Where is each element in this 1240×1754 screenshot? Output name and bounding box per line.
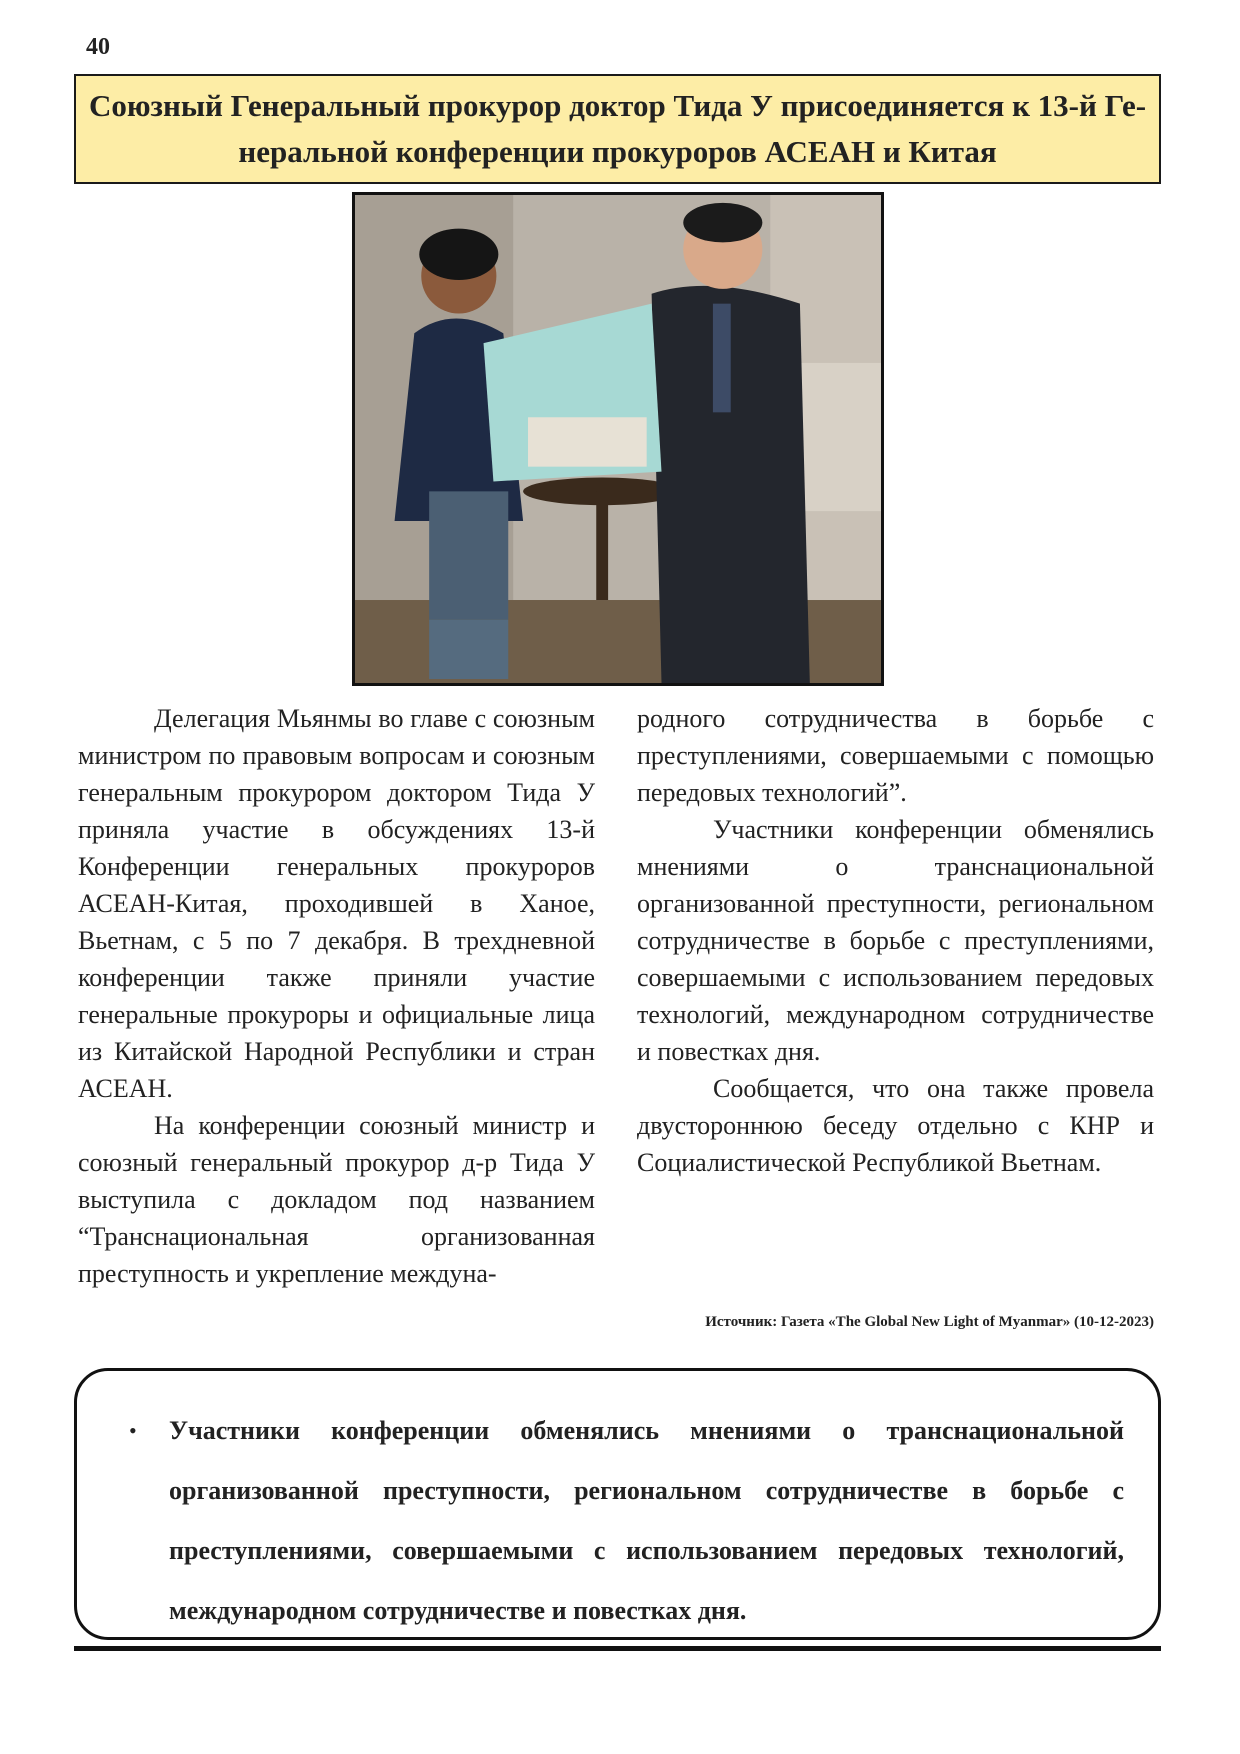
- article-paragraph: На конференции союзный министр и союзный генеральный прокурор д-р Тида У выступила с докладом под названием “Транснациональная организованная преступность и укрепление междуна-: [78, 1111, 595, 1288]
- article-title-line-1: Союзный Генеральный прокурор доктор Тида У присоединяется к 13-й Ге-: [88, 88, 1147, 123]
- article-right-column: [637, 700, 1154, 1181]
- article-photo: [352, 192, 884, 686]
- article-paragraph: Делегация Мьянмы во главе с союзным министром по правовым вопросам и союзным генеральным прокурором доктором Тида У приняла участие в обсуждениях 13-й Конференции генеральных прокуроров АСЕАН-Китая, проходившей в Ханое, Вьетнам, с 5 по 7 декабря. В трехдневной конференции также приняли участие генеральные прокуроры и официальные лица из Китайской Народной Республики и стран АСЕАН.: [78, 704, 595, 1103]
- article-paragraph: Участники конференции обменялись мнениями о транснациональной организованной преступности, региональном сотрудничестве в борьбе с преступлениями, совершаемыми с использованием передовых технологий, международном сотрудничестве и повестках дня.: [637, 815, 1154, 1066]
- article-title-box: [74, 74, 1161, 184]
- article-left-column: [78, 700, 595, 1292]
- page-number: 40: [86, 34, 110, 60]
- summary-text: Участники конференции обменялись мнениями о транснациональной организованной преступности, региональном сотрудничестве в борьбе с преступлениями, совершаемыми с использованием передовых технологий, международном сотрудничестве и повестках дня.: [169, 1416, 1124, 1625]
- article-title-line-2: неральной конференции прокуроров АСЕАН и Китая: [238, 134, 997, 169]
- article-paragraph-continued: родного сотрудничества в борьбе с преступлениями, совершаемыми с помощью передовых технологий”.: [637, 704, 1154, 807]
- summary-box: [74, 1368, 1161, 1640]
- article-source: Источник: Газета «The Global New Light of Myanmar» (10-12-2023): [705, 1314, 1154, 1330]
- bullet-icon: •: [129, 1418, 137, 1443]
- bottom-divider: [74, 1646, 1161, 1651]
- meeting-photo-illustration: [355, 195, 881, 683]
- article-paragraph: Сообщается, что она также провела двустороннюю беседу отдельно с КНР и Социалистической Республикой Вьетнам.: [637, 1074, 1154, 1177]
- summary-item: [129, 1401, 1124, 1641]
